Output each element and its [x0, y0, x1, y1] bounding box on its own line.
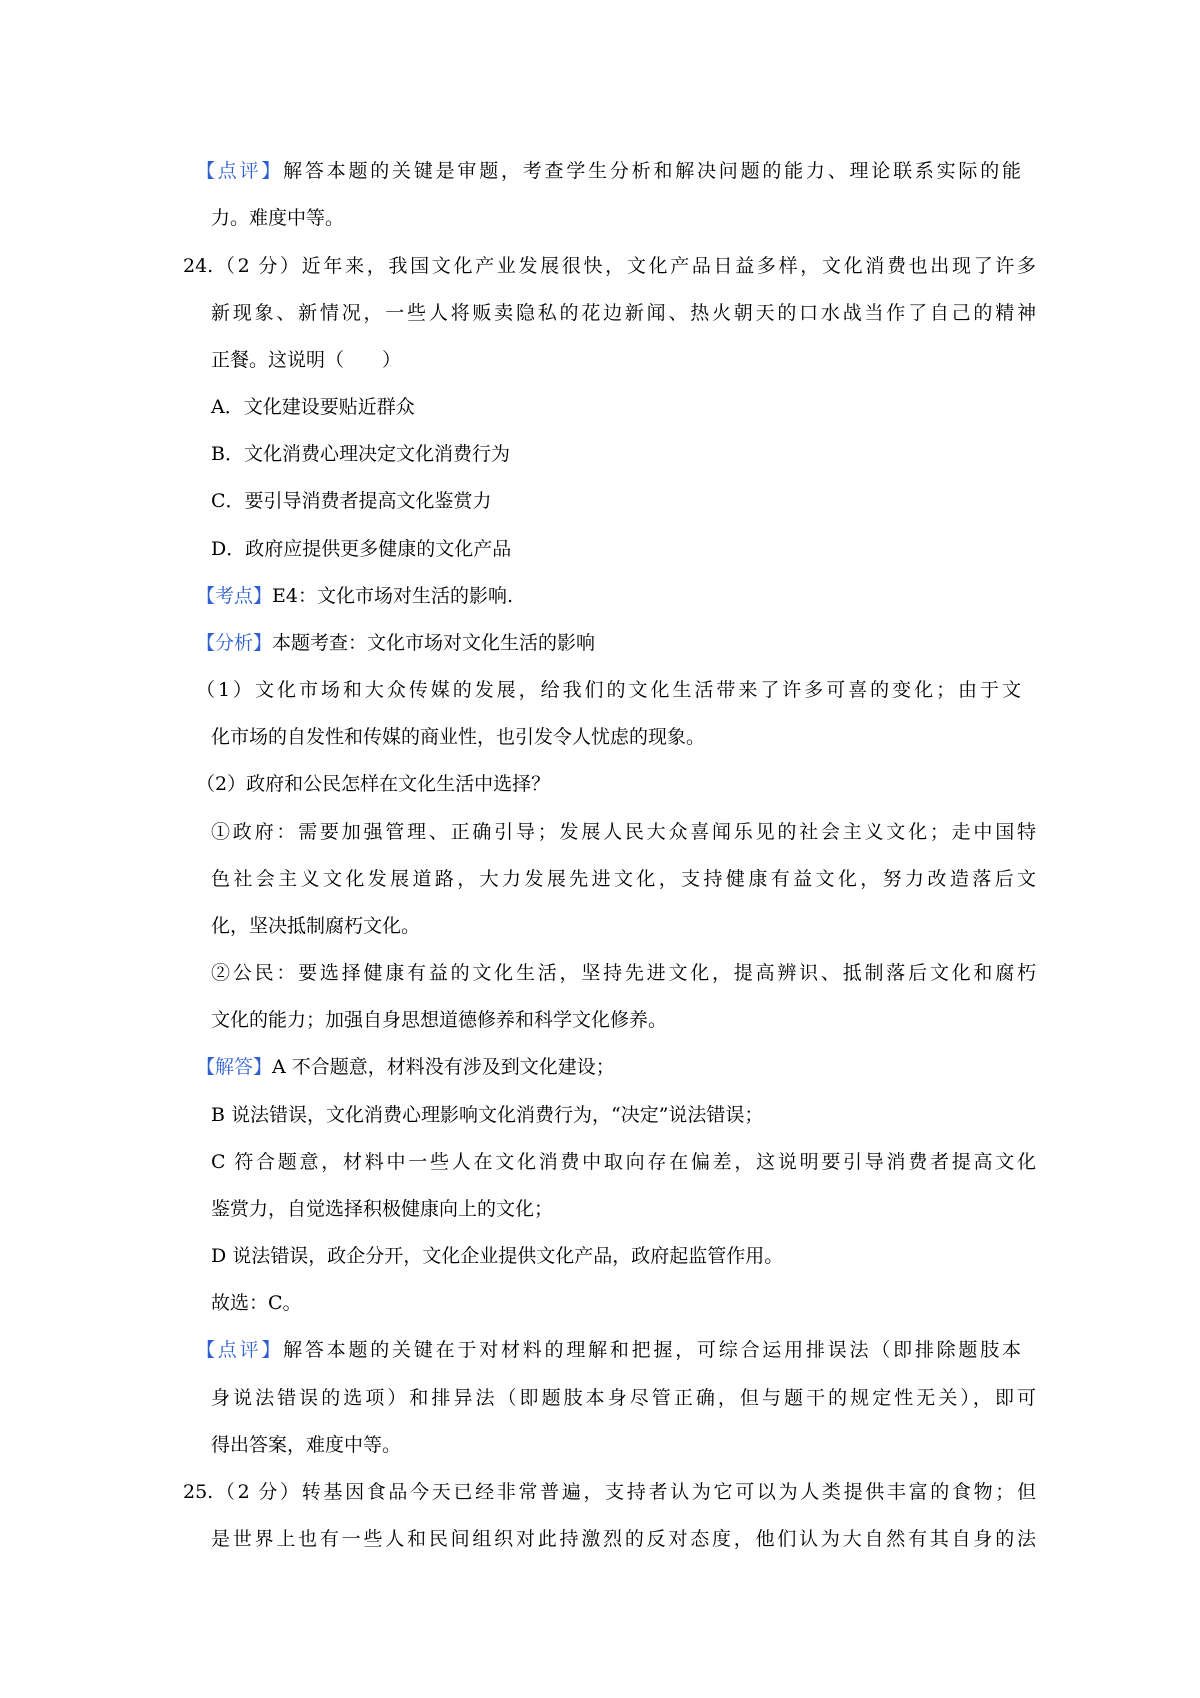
option-d: D．政府应提供更多健康的文化产品: [211, 538, 512, 560]
fenxi-line: 【分析】本题考查：文化市场对文化生活的影响: [196, 632, 596, 654]
review-23-line-2: 力。难度中等。: [211, 207, 345, 229]
analysis-point-1-line-1: （1）文化市场和大众传媒的发展，给我们的文化生活带来了许多可喜的变化；由于文: [196, 679, 1021, 701]
citizen-line-1: ②公民：要选择健康有益的文化生活，坚持先进文化，提高辨识、抵制落后文化和腐朽: [211, 962, 1036, 984]
jieda-line-c-2: 鉴赏力，自觉选择积极健康向上的文化；: [211, 1198, 554, 1220]
option-a: A．文化建设要贴近群众: [211, 396, 415, 418]
option-c: C．要引导消费者提高文化鉴赏力: [211, 490, 492, 512]
review-23-line-1: 【点评】解答本题的关键是审题，考查学生分析和解决问题的能力、理论联系实际的能: [196, 160, 1021, 182]
government-line-2: 色社会主义文化发展道路，大力发展先进文化，支持健康有益文化，努力改造落后文: [211, 868, 1036, 890]
review-tag: 【点评】: [196, 160, 284, 182]
option-b: B．文化消费心理决定文化消费行为: [211, 443, 510, 465]
question-24-line-2: 新现象、新情况，一些人将贩卖隐私的花边新闻、热火朝天的口水战当作了自己的精神: [211, 302, 1036, 324]
fenxi-tag: 【分析】: [196, 632, 273, 654]
government-line-3: 化，坚决抵制腐朽文化。: [211, 915, 421, 937]
jieda-line-a: 【解答】A 不合题意，材料没有涉及到文化建设；: [196, 1056, 615, 1078]
kaodian-line: 【考点】E4：文化市场对生活的影响.: [196, 585, 514, 607]
kaodian-tag: 【考点】: [196, 585, 273, 607]
question-24-line-1: 24.（2 分）近年来，我国文化产业发展很快，文化产品日益多样，文化消费也出现了许多: [183, 255, 1036, 277]
jieda-line-c-1: C 符合题意，材料中一些人在文化消费中取向存在偏差，这说明要引导消费者提高文化: [211, 1151, 1036, 1173]
question-24-line-3: 正餐。这说明（ ）: [211, 349, 402, 371]
jieda-line-b: B 说法错误，文化消费心理影响文化消费行为，“决定”说法错误；: [211, 1104, 764, 1126]
question-25-line-1: 25.（2 分）转基因食品今天已经非常普遍，支持者认为它可以为人类提供丰富的食物；但: [183, 1481, 1036, 1503]
citizen-line-2: 文化的能力；加强自身思想道德修养和科学文化修养。: [211, 1009, 668, 1031]
review-tag: 【点评】: [196, 1339, 284, 1361]
review-24-line-1: 【点评】解答本题的关键在于对材料的理解和把握，可综合运用排误法（即排除题肢本: [196, 1339, 1021, 1361]
analysis-point-1-line-2: 化市场的自发性和传媒的商业性，也引发令人忧虑的现象。: [211, 726, 706, 748]
review-24-line-3: 得出答案，难度中等。: [211, 1434, 402, 1456]
analysis-point-2: （2）政府和公民怎样在文化生活中选择？: [196, 773, 551, 795]
review-24-line-2: 身说法错误的选项）和排异法（即题肢本身尽管正确，但与题干的规定性无关），即可: [211, 1387, 1036, 1409]
answer-line: 故选：C。: [211, 1292, 302, 1314]
jieda-tag: 【解答】: [196, 1056, 273, 1078]
government-line-1: ①政府：需要加强管理、正确引导；发展人民大众喜闻乐见的社会主义文化；走中国特: [211, 821, 1036, 843]
jieda-line-d: D 说法错误，政企分开，文化企业提供文化产品，政府起监管作用。: [211, 1245, 784, 1267]
question-25-line-2: 是世界上也有一些人和民间组织对此持激烈的反对态度，他们认为大自然有其自身的法: [211, 1528, 1036, 1550]
